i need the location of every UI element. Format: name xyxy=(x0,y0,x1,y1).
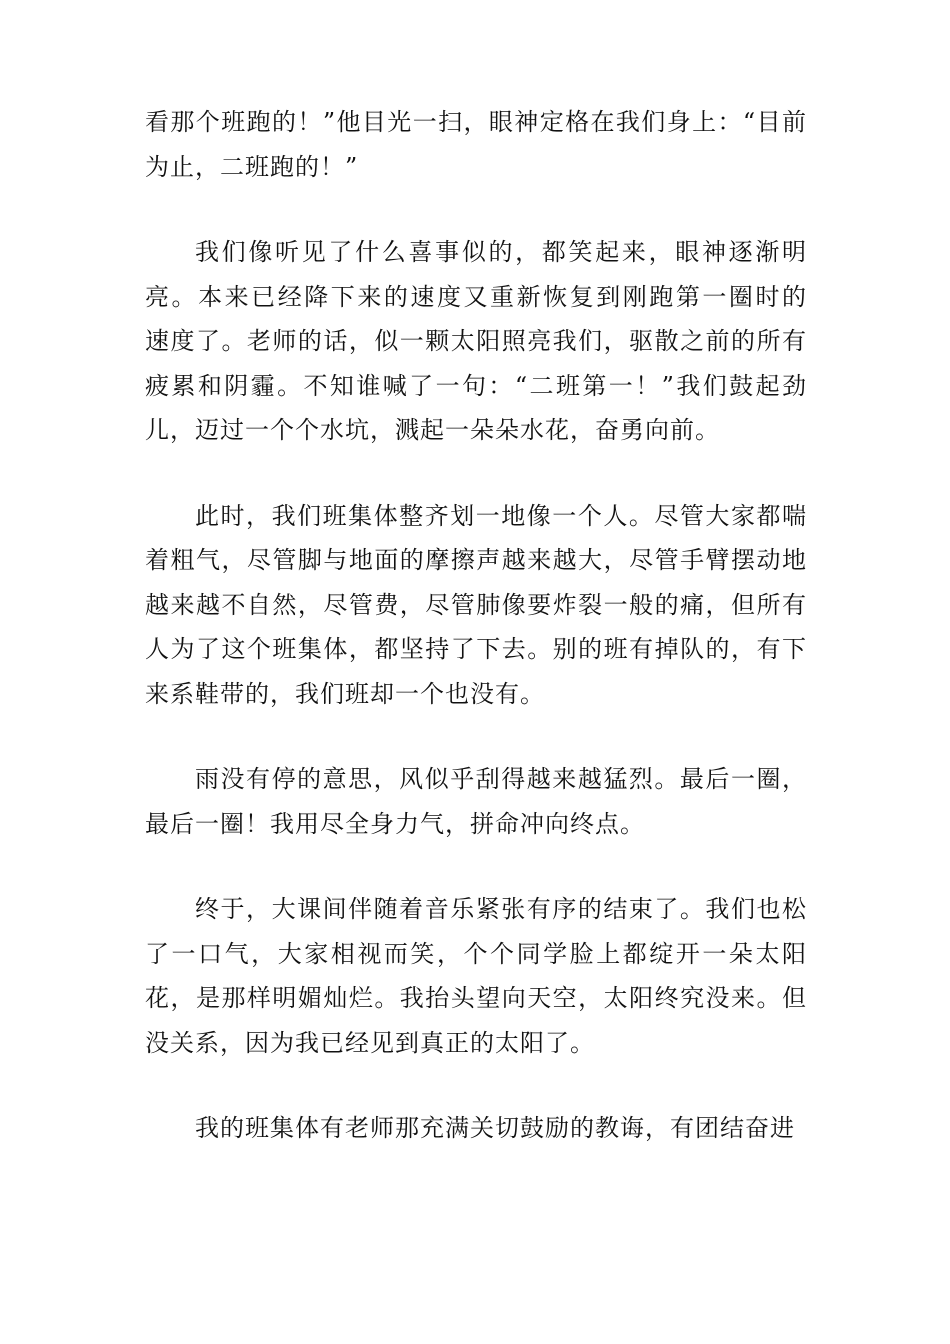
paragraph: 雨没有停的意思，风似乎刮得越来越猛烈。最后一圈，最后一圈！我用尽全身力气，拼命冲向终点。 xyxy=(145,765,807,838)
paragraph: 终于，大课间伴随着音乐紧张有序的结束了。我们也松了一口气，大家相视而笑，个个同学脸上都绽开一朵太阳花，是那样明媚灿烂。我抬头望向天空，太阳终究没来。但没关系，因为我已经见到真正的太阳了。 xyxy=(145,895,807,1057)
paragraph-continued: 看那个班跑的！”他目光一扫，眼神定格在我们身上：“目前为止，二班跑的！” xyxy=(145,108,807,181)
document-body xyxy=(145,100,832,1192)
paragraph: 此时，我们班集体整齐划一地像一个人。尽管大家都喘着粗气，尽管脚与地面的摩擦声越来越大，尽管手臂摆动地越来越不自然，尽管费，尽管肺像要炸裂一般的痛，但所有人为了这个班集体，都坚持了下去。别的班有掉队的，有下来系鞋带的，我们班却一个也没有。 xyxy=(145,501,807,708)
paragraph: 我的班集体有老师那充满关切鼓励的教诲，有团结奋进 xyxy=(195,1114,795,1142)
paragraph: 我们像听见了什么喜事似的，都笑起来，眼神逐渐明亮。本来已经降下来的速度又重新恢复到刚跑第一圈时的 速度了。老师的话，似一颗太阳照亮我们，驱散之前的所有疲累和阴霾。不知谁喊了一句：“二班第一！”我们鼓起劲儿，迈过一个个水坑，溅起一朵朵水花，奋勇向前。 xyxy=(145,238,832,444)
